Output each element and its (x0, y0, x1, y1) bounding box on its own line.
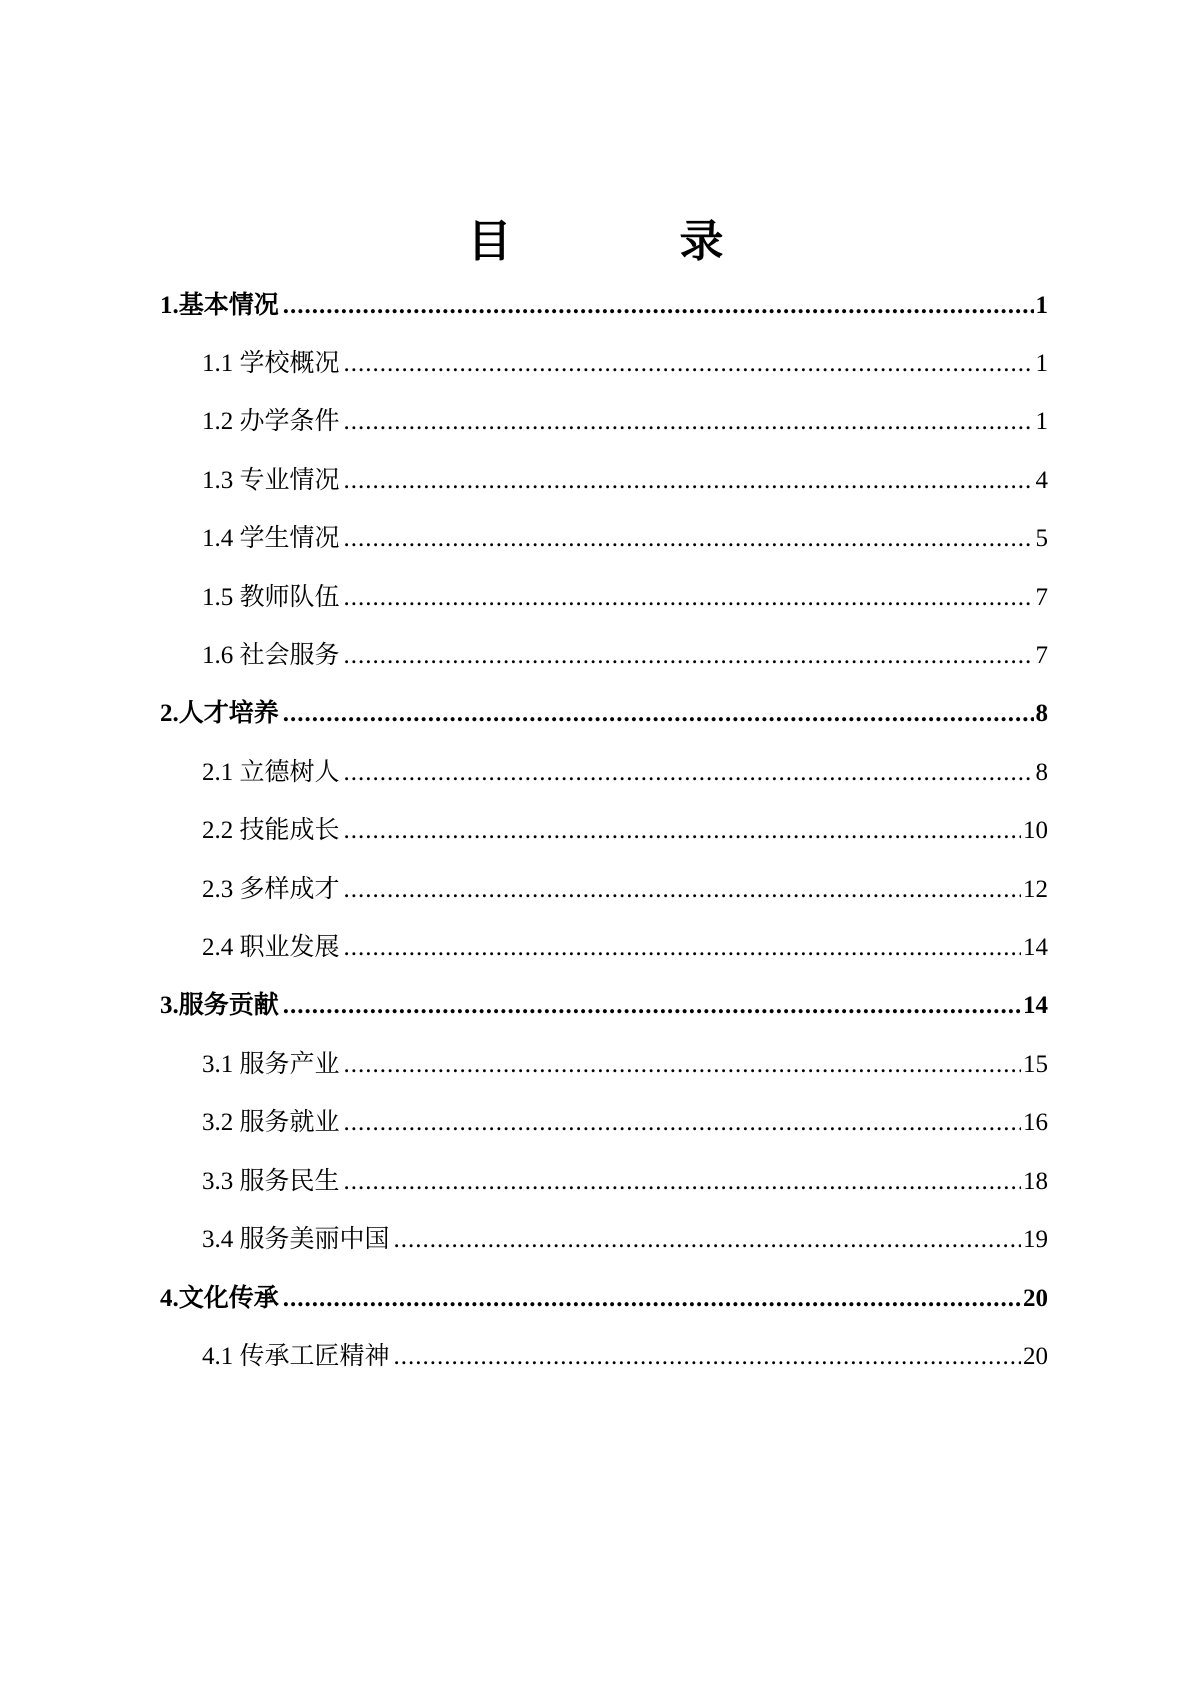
toc-dot-leader (394, 1339, 1021, 1375)
toc-entry-1[interactable] (160, 288, 1048, 324)
toc-entry-1-2[interactable] (202, 404, 1048, 440)
toc-dot-leader (344, 930, 1021, 966)
toc-entry-label: 2.1 立德树人 (202, 759, 340, 786)
toc-entry-page: 10 (1023, 817, 1048, 844)
toc-entry-page: 8 (1035, 700, 1048, 727)
toc-entry-label: 2.4 职业发展 (202, 934, 340, 961)
toc-entry-page: 14 (1023, 934, 1048, 961)
toc-entry-label: 4.文化传承 (160, 1285, 279, 1312)
toc-entry-1-3[interactable] (202, 463, 1048, 499)
toc-dot-leader (344, 1164, 1021, 1200)
toc-dot-leader (283, 288, 1034, 324)
toc-dot-leader (344, 346, 1034, 382)
toc-entry-label: 3.4 服务美丽中国 (202, 1226, 390, 1253)
toc-entry-page: 4 (1035, 467, 1048, 494)
toc-entry-page: 5 (1035, 525, 1048, 552)
toc-entry-1-1[interactable] (202, 346, 1048, 382)
toc-dot-leader (344, 813, 1021, 849)
toc-dot-leader (344, 404, 1034, 440)
toc-dot-leader (344, 521, 1034, 557)
toc-entry-page: 7 (1035, 642, 1048, 669)
toc-entry-3-3[interactable] (202, 1164, 1048, 1200)
toc-entry-page: 19 (1023, 1226, 1048, 1253)
toc-entry-page: 1 (1035, 408, 1048, 435)
toc-dot-leader (394, 1222, 1021, 1258)
toc-entry-page: 1 (1035, 292, 1048, 319)
toc-entry-3-4[interactable] (202, 1222, 1048, 1258)
toc-entry-label: 1.6 社会服务 (202, 642, 340, 669)
toc-dot-leader (283, 988, 1021, 1024)
toc-entry-page: 20 (1023, 1343, 1048, 1370)
toc-entry-label: 1.3 专业情况 (202, 467, 340, 494)
toc-entry-3[interactable] (160, 988, 1048, 1024)
toc-entry-label: 1.5 教师队伍 (202, 584, 340, 611)
toc-entry-4[interactable] (160, 1281, 1048, 1317)
toc-dot-leader (344, 1105, 1021, 1141)
toc-entry-1-5[interactable] (202, 580, 1048, 616)
toc-entry-page: 8 (1035, 759, 1048, 786)
toc-entry-page: 16 (1023, 1109, 1048, 1136)
toc-dot-leader (283, 1281, 1021, 1317)
toc-dot-leader (344, 1047, 1021, 1083)
toc-entry-page: 15 (1023, 1051, 1048, 1078)
toc-entry-label: 3.服务贡献 (160, 992, 279, 1019)
toc-entry-label: 3.3 服务民生 (202, 1168, 340, 1195)
toc-entry-1-6[interactable] (202, 638, 1048, 674)
toc-dot-leader (344, 463, 1034, 499)
toc-entry-4-1[interactable] (202, 1339, 1048, 1375)
toc-dot-leader (344, 755, 1034, 791)
toc-dot-leader (344, 638, 1034, 674)
toc-dot-leader (344, 580, 1034, 616)
toc-entry-page: 14 (1023, 992, 1048, 1019)
toc-entry-label: 1.4 学生情况 (202, 525, 340, 552)
toc-entry-2-3[interactable] (202, 872, 1048, 908)
toc-entry-label: 4.1 传承工匠精神 (202, 1343, 390, 1370)
toc-entry-label: 2.3 多样成才 (202, 876, 340, 903)
toc-entry-label: 1.2 办学条件 (202, 408, 340, 435)
toc-entry-label: 1.1 学校概况 (202, 350, 340, 377)
toc-entry-label: 2.2 技能成长 (202, 817, 340, 844)
toc-entry-2-2[interactable] (202, 813, 1048, 849)
toc-entry-page: 20 (1023, 1285, 1048, 1312)
toc-entry-page: 18 (1023, 1168, 1048, 1195)
toc-dot-leader (283, 696, 1034, 732)
toc-entry-page: 7 (1035, 584, 1048, 611)
toc-entry-1-4[interactable] (202, 521, 1048, 557)
toc-entry-page: 1 (1035, 350, 1048, 377)
toc-entry-label: 3.1 服务产业 (202, 1051, 340, 1078)
toc-entry-2-4[interactable] (202, 930, 1048, 966)
toc-entry-2[interactable] (160, 696, 1048, 732)
toc-entry-label: 1.基本情况 (160, 292, 279, 319)
toc-entry-2-1[interactable] (202, 755, 1048, 791)
toc-entry-label: 2.人才培养 (160, 700, 279, 727)
toc-title: 目 录 (467, 216, 786, 267)
toc-entry-label: 3.2 服务就业 (202, 1109, 340, 1136)
toc-entry-3-2[interactable] (202, 1105, 1048, 1141)
toc-entry-page: 12 (1023, 876, 1048, 903)
toc-dot-leader (344, 872, 1021, 908)
toc-entry-3-1[interactable] (202, 1047, 1048, 1083)
